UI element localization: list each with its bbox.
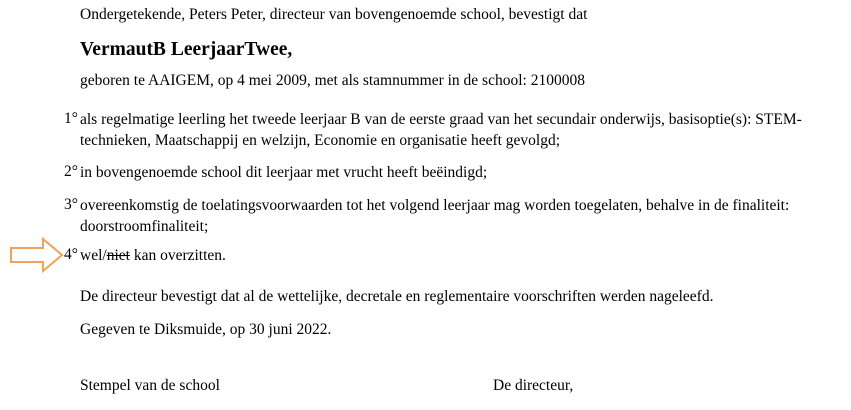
item-number-2: 2° xyxy=(64,163,78,180)
item-text-2: in bovengenoemde school dit leerjaar met vrucht heeft beëindigd; xyxy=(80,164,488,181)
given-place-date: Gegeven te Diksmuide, op 30 juni 2022. xyxy=(80,321,332,338)
director-label: De directeur, xyxy=(493,377,574,394)
intro-text: Ondergetekende, Peters Peter, directeur van bovengenoemde school, bevestigt dat xyxy=(80,6,588,23)
arrow-right-icon xyxy=(9,236,65,274)
item-4-wel: wel/ xyxy=(80,247,107,264)
birth-info: geboren te AAIGEM, op 4 mei 2009, met als stamnummer in de school: 2100008 xyxy=(80,72,585,89)
school-stamp-label: Stempel van de school xyxy=(80,377,220,394)
item-4-niet-struck: niet xyxy=(106,247,130,264)
item-number-1: 1° xyxy=(64,110,78,127)
item-4-rest: kan overzitten. xyxy=(129,247,226,264)
item-number-3: 3° xyxy=(64,196,78,213)
item-text-1: als regelmatige leerling het tweede leerjaar B van de eerste graad van het secundair onderwijs, basisoptie(s): STEM-technieken, Maatschappij en welzijn, Economie en organisatie heeft gevolgd; xyxy=(80,111,802,149)
item-number-4: 4° xyxy=(64,246,78,263)
item-text-4 xyxy=(80,245,226,266)
item-text-3: overeenkomstig de toelatingsvoorwaarden tot het volgend leerjaar mag worden toegelaten, behalve in de finaliteit: doorstroomfinaliteit; xyxy=(80,197,790,235)
confirmation-text: De directeur bevestigt dat al de wettelijke, decretale en reglementaire voorschriften werden nageleefd. xyxy=(80,288,714,305)
student-name: VermautB LeerjaarTwee, xyxy=(80,39,293,60)
